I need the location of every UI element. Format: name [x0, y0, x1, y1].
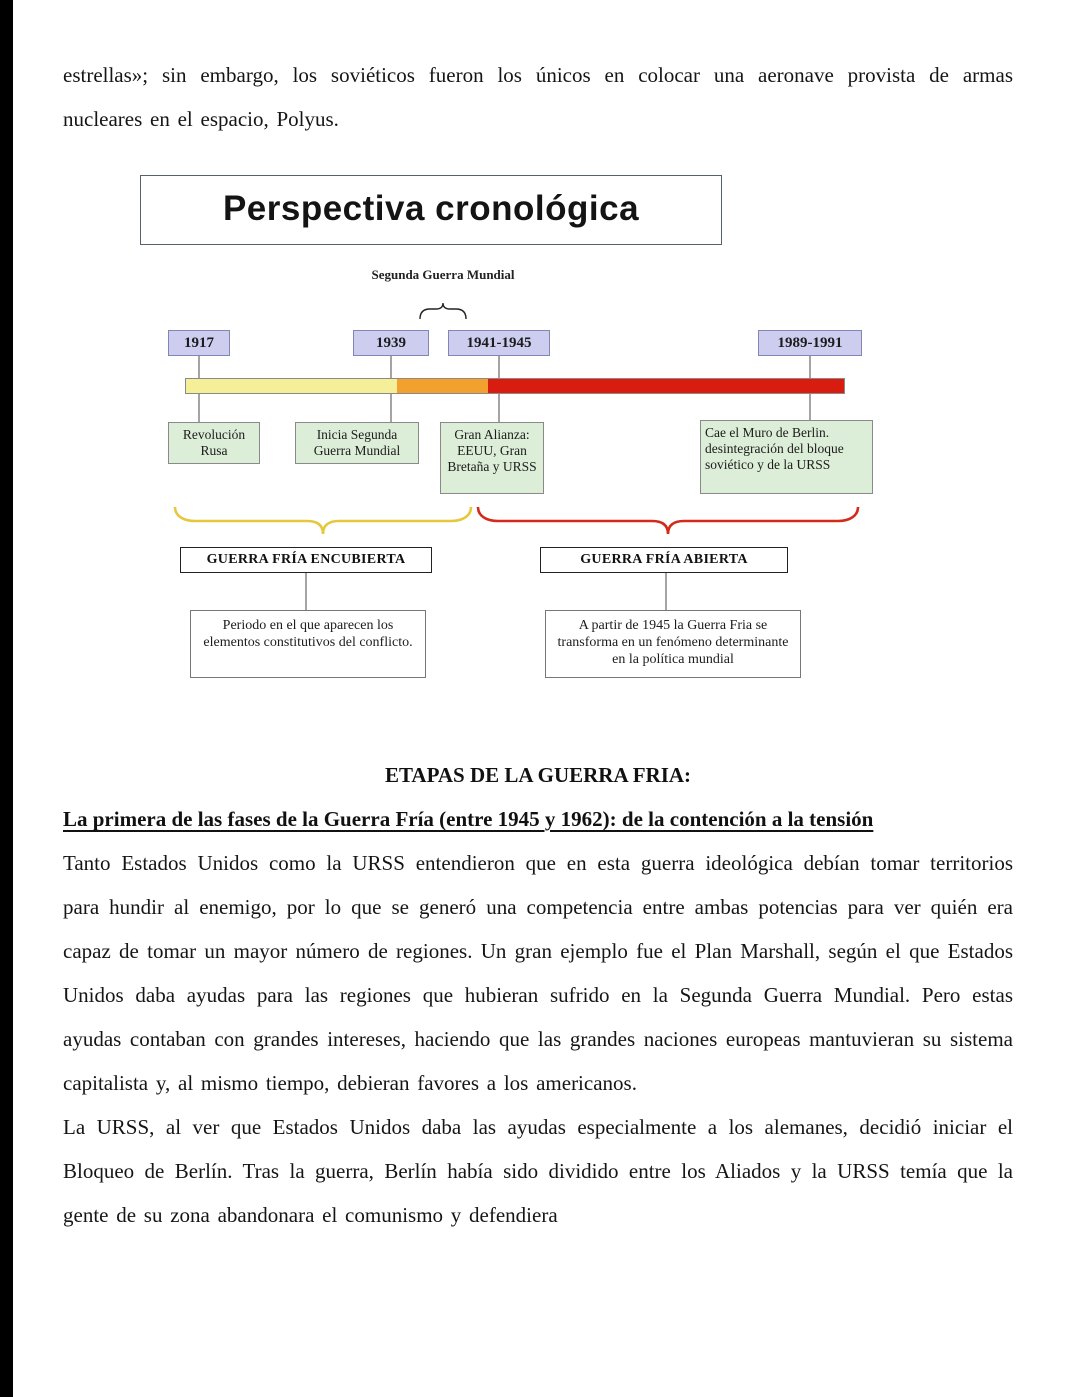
diagram-title: Perspectiva cronológica — [140, 175, 722, 245]
event-box-inicia-guerra: Inicia Segunda Guerra Mundial — [295, 422, 419, 464]
document-page — [63, 0, 1013, 1397]
etapas-section — [63, 753, 1013, 1237]
covert-phase-brace-icon — [175, 505, 471, 535]
subsection-heading-text: La primera de las fases de la Guerra Fría (entre 1945 y 1962): de la contención a la tensión — [63, 807, 874, 831]
date-box-1989-1991: 1989-1991 — [758, 330, 862, 356]
timeline-segment-transition — [397, 379, 488, 393]
event-box-revolucion-rusa: Revolución Rusa — [168, 422, 260, 464]
timeline-diagram — [63, 175, 1013, 687]
phase-label-guerra-fria-abierta: GUERRA FRÍA ABIERTA — [540, 547, 788, 573]
war-brace-icon — [420, 303, 466, 320]
subsection-heading — [63, 797, 1013, 841]
event-box-gran-alianza: Gran Alianza: EEUU, Gran Bretaña y URSS — [440, 422, 544, 494]
timeline-segment-covert — [186, 379, 397, 393]
phase-description-encubierta: Periodo en el que aparecen los elementos constitutivos del conflicto. — [190, 610, 426, 678]
date-box-1941-1945: 1941-1945 — [448, 330, 550, 356]
scan-edge-bar — [0, 0, 13, 1397]
open-phase-brace-icon — [478, 505, 858, 535]
world-war-label: Segunda Guerra Mundial — [371, 267, 515, 282]
event-box-muro-berlin: Cae el Muro de Berlin. desintegración del bloque soviético y de la URSS — [700, 420, 873, 494]
date-box-1917: 1917 — [168, 330, 230, 356]
section-heading: ETAPAS DE LA GUERRA FRIA: — [384, 763, 692, 787]
body-paragraph-2: La URSS, al ver que Estados Unidos daba las ayudas especialmente a los alemanes, decidió iniciar el Bloqueo de Berlín. Tras la guerra, Berlín había sido dividido entre los Aliados y la URSS temía que la gente de su zona abandonara el comunismo y defendiera — [63, 1115, 1013, 1227]
intro-paragraph: estrellas»; sin embargo, los soviéticos fueron los únicos en colocar una aeronave provista de armas nucleares en el espacio, Polyus. — [63, 63, 1013, 131]
timeline-bar — [185, 378, 845, 394]
body-paragraph-1: Tanto Estados Unidos como la URSS entendieron que en esta guerra ideológica debían tomar territorios para hundir al enemigo, por lo que se generó una competencia entre ambas potencias para ver quién era capaz de tomar un mayor número de regiones. Un gran ejemplo fue el Plan Marshall, según el que Estados Unidos daba ayudas para las regiones que hubieran sufrido en la Segunda Guerra Mundial. Pero estas ayudas contaban con grandes intereses, haciendo que las grandes naciones europeas mantuvieran su sistema capitalista y, al mismo tiempo, debieran favores a los americanos. — [63, 851, 1013, 1095]
phase-label-guerra-fria-encubierta: GUERRA FRÍA ENCUBIERTA — [180, 547, 432, 573]
date-box-1939: 1939 — [353, 330, 429, 356]
phase-description-abierta: A partir de 1945 la Guerra Fria se transforma en un fenómeno determinante en la política mundial — [545, 610, 801, 678]
timeline-segment-open — [488, 379, 844, 393]
